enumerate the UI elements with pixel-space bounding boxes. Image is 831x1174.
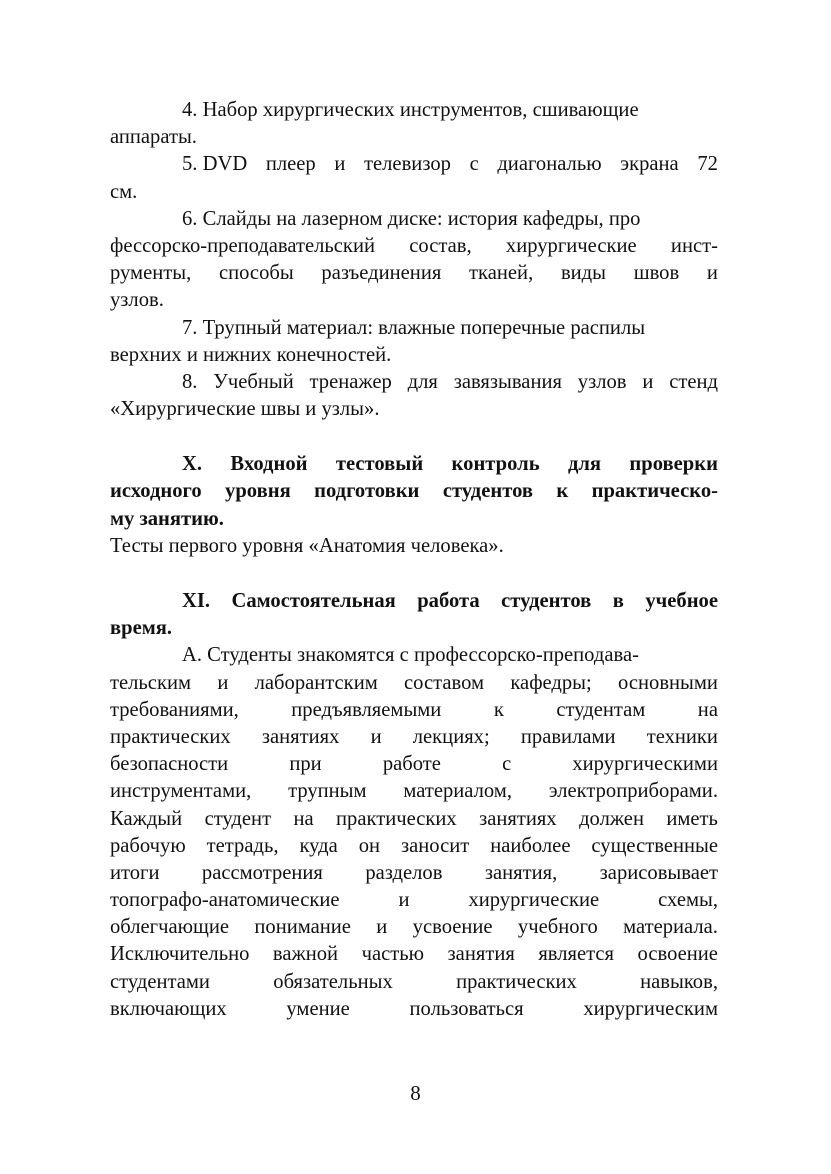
word: заносит (401, 834, 470, 857)
section-xi-paragraph-line-9 (110, 860, 718, 887)
list-item-4-line-2: аппараты. (110, 126, 197, 149)
word: стенд (669, 370, 718, 393)
word: при (289, 753, 322, 776)
word: диагональю (497, 153, 602, 176)
word: понимание (254, 916, 351, 939)
word: 8. (182, 370, 198, 393)
word: является (538, 943, 615, 966)
word: материала. (623, 916, 718, 939)
section-x-heading-line-3: му занятию. (110, 507, 224, 530)
word: инструментами, (110, 780, 252, 803)
word: освоение (637, 943, 718, 966)
section-xi-paragraph-line-14 (110, 996, 718, 1023)
word: материалом, (403, 780, 512, 803)
word: и (334, 153, 346, 176)
word: безопасности (110, 753, 229, 776)
word: хирургическими (572, 753, 718, 776)
list-item-4-line-1: 4. Набор хирургических инструментов, сшивающие (182, 99, 639, 121)
section-x-heading-line-1 (110, 451, 718, 478)
section-xi-paragraph-line-5 (110, 751, 718, 778)
word: фессорско-преподавательский (110, 234, 375, 257)
word: инст- (670, 234, 718, 257)
word: включающих (110, 997, 227, 1020)
section-xi-paragraph-line-6 (110, 778, 718, 805)
word: занятия (447, 943, 515, 966)
section-spacer (110, 560, 718, 588)
word: учебного (517, 916, 598, 939)
word: занятия, (484, 861, 558, 884)
word: и (370, 725, 382, 748)
word: телевизор (364, 153, 451, 176)
word: хирургические (505, 234, 637, 257)
word: тканей, (469, 262, 534, 285)
word: пользоваться (409, 997, 524, 1020)
list-item-6-line-2 (110, 233, 718, 260)
word: работе (382, 753, 441, 776)
word: хирургические (468, 889, 600, 912)
word: 72 (697, 153, 718, 176)
list-item-7-line-2: верхних и нижних конечностей. (110, 343, 392, 366)
section-xi-paragraph-line-11 (110, 914, 718, 941)
word: для (407, 370, 438, 393)
word: Каждый (110, 807, 183, 830)
word: электроприборами. (548, 780, 718, 803)
word: иметь (666, 807, 718, 830)
word: швов (633, 262, 680, 285)
list-item-6-line-3 (110, 260, 718, 287)
word: проверки (629, 453, 718, 476)
word: умение (286, 997, 350, 1020)
word: тестовый (335, 453, 424, 476)
word: XI. (182, 590, 211, 612)
page-number: 8 (410, 1081, 421, 1105)
word: подготовки (314, 480, 420, 503)
word: трупным (288, 780, 367, 803)
word: частью (361, 943, 425, 966)
word: важной (272, 943, 339, 966)
section-xi-paragraph-line-7 (110, 806, 718, 833)
word: тетрадь, (206, 834, 279, 857)
word: техники (646, 725, 718, 748)
word: 5. DVD (182, 153, 248, 176)
word: наиболее (490, 834, 571, 857)
word: Самостоятельная (231, 590, 396, 612)
word: и (398, 889, 410, 912)
list-item-7-line-1: 7. Трупный материал: влажные поперечные распилы (182, 316, 646, 339)
section-xi-heading-line-1 (110, 588, 718, 615)
section-xi-paragraph-line-2 (110, 670, 718, 697)
list-item-8-line-2: «Хирургические швы и узлы». (110, 398, 380, 421)
word: тренажер (309, 370, 392, 393)
word: студент (204, 807, 272, 830)
list-item-6-line-4: узлов. (110, 289, 164, 312)
word: топографо-анатомические (110, 889, 340, 912)
section-xi-paragraph-line-10 (110, 887, 718, 914)
word: разделов (365, 861, 443, 884)
word: составом (404, 671, 485, 694)
word: плеер (265, 153, 316, 176)
section-x-body: Тесты первого уровня «Анатомия человека». (110, 534, 504, 557)
section-xi-paragraph-line-8 (110, 833, 718, 860)
word: требованиями, (110, 698, 239, 721)
word: Учебный (213, 370, 294, 393)
word: итоги (110, 861, 160, 884)
word: практическо- (591, 480, 718, 503)
word: студентами (110, 970, 210, 993)
word: учебное (645, 590, 718, 612)
word: узлов (577, 370, 627, 393)
word: контроль (451, 453, 540, 476)
word: студентов (442, 480, 533, 503)
word: студентам (556, 698, 646, 721)
word: с (469, 153, 479, 176)
word: усвоение (412, 916, 493, 939)
word: занятиях (261, 725, 340, 748)
word: куда (299, 834, 338, 857)
word: исходного (110, 480, 202, 503)
word: практических (110, 725, 231, 748)
word: студентов (501, 590, 592, 612)
word: должен (579, 807, 644, 830)
word: на (697, 698, 718, 721)
word: работа (417, 590, 480, 612)
document-page (110, 97, 718, 1023)
word: занятиях (479, 807, 557, 830)
word: Исключительно (110, 943, 250, 966)
word: облегчающие (110, 916, 230, 939)
word: хирургическим (583, 997, 718, 1020)
word: разъединения (321, 262, 442, 285)
word: рассмотрения (201, 861, 323, 884)
word: правилами (520, 725, 616, 748)
word: навыков, (640, 970, 718, 993)
word: обязательных (273, 970, 393, 993)
word: состав, (409, 234, 472, 257)
word: предъявляемыми (291, 698, 442, 721)
word: и (642, 370, 654, 393)
word: виды (560, 262, 606, 285)
word: завязывания (453, 370, 562, 393)
word: существенные (591, 834, 718, 857)
word: кафедры; (510, 671, 592, 694)
section-xi-paragraph-line-13 (110, 969, 718, 996)
word: на (293, 807, 314, 830)
word: и (706, 262, 718, 285)
word: практических (456, 970, 577, 993)
word: к (556, 480, 569, 503)
section-xi-heading-line-2: время. (110, 617, 173, 640)
section-xi-paragraph-line-4 (110, 724, 718, 751)
list-item-8-line-1 (110, 369, 718, 396)
word: уровня (225, 480, 291, 503)
section-xi-paragraph-line-12 (110, 941, 718, 968)
word: Входной (230, 453, 308, 476)
list-item-5-line-1 (110, 151, 718, 178)
word: к (493, 698, 504, 721)
word: зарисовывает (599, 861, 718, 884)
section-spacer (110, 423, 718, 451)
word: в (612, 590, 624, 612)
word: схемы, (658, 889, 718, 912)
word: лаборантским (254, 671, 378, 694)
word: с (502, 753, 512, 776)
section-x-heading-line-2 (110, 478, 718, 505)
word: он (358, 834, 381, 857)
word: и (217, 671, 229, 694)
word: экрана (620, 153, 679, 176)
section-xi-paragraph-line-3 (110, 697, 718, 724)
word: практических (336, 807, 457, 830)
list-item-5-line-2: см. (110, 180, 138, 203)
word: основными (618, 671, 718, 694)
word: способы (218, 262, 294, 285)
word: рабочую (110, 834, 186, 857)
word: и (376, 916, 388, 939)
word: тельским (110, 671, 192, 694)
list-item-6-line-1: 6. Слайды на лазерном диске: история кафедры, про (182, 207, 641, 230)
word: лекциях; (412, 725, 490, 748)
section-xi-paragraph-line-1: А. Студенты знакомятся с профессорско-преподава- (182, 644, 639, 667)
word: X. (182, 453, 203, 476)
word: рументы, (110, 262, 192, 285)
word: для (567, 453, 602, 476)
